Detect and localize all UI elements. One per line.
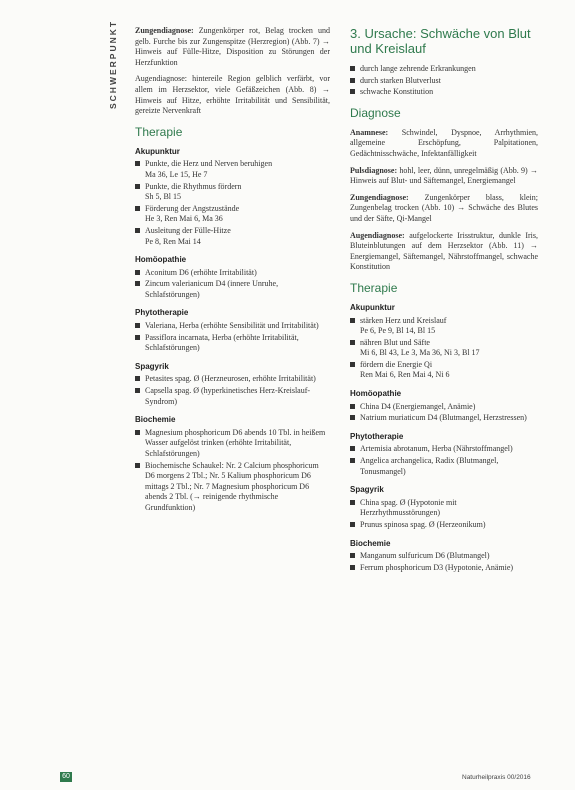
therapy-list <box>135 321 330 354</box>
list-item: China D4 (Energiemangel, Anämie) <box>350 402 538 413</box>
section-side-tab: SCHWERPUNKT <box>108 20 118 110</box>
therapy-subheading: Phytotherapie <box>135 308 189 318</box>
therapy-subheading: Biochemie <box>350 538 391 548</box>
therapy-list <box>350 316 538 382</box>
therapy-subheading: Homöopathie <box>135 255 187 265</box>
therapy-list <box>135 159 330 247</box>
therapy-subheading: Phytotherapie <box>350 431 404 441</box>
list-item: Angelica archangelica, Radix (Blutmangel, Tonusmangel) <box>350 456 538 477</box>
list-item: Passiflora incarnata, Herba (erhöhte Irritabilität, Schlafstörungen) <box>135 333 330 354</box>
therapy-subheading: Akupunktur <box>350 302 395 312</box>
therapy-subheading: Spagyrik <box>350 485 384 495</box>
list-item: fördern die Energie Qi Ren Mai 6, Ren Mai 4, Ni 6 <box>350 360 538 381</box>
therapy-list <box>350 498 538 531</box>
list-item: Förderung der Angstzustände He 3, Ren Mai 6, Ma 36 <box>135 204 330 225</box>
list-item: Biochemische Schaukel: Nr. 2 Calcium phosphoricum D6 morgens 2 Tbl.; Nr. 5 Kalium phosphoricum D6 mittags 2 Tbl.; Nr. 7 Magnesium phosphoricum D6 abends 2 Tbl. (→ reinigende rhythmische Grundfunktion) <box>135 461 330 514</box>
therapy-subheading: Akupunktur <box>135 146 180 156</box>
page-number: 60 <box>60 772 72 782</box>
section-heading: Diagnose <box>350 105 401 120</box>
therapy-subheading: Homöopathie <box>350 389 402 399</box>
section-heading: Therapie <box>135 124 183 139</box>
list-item: nähren Blut und Säfte Mi 6, Bl 43, Le 3, Ma 36, Ni 3, Bl 17 <box>350 338 538 359</box>
paragraph: Anamnese: Schwindel, Dyspnoe, Arrhythmien, allgemeine Erschöpfung, Palpitationen, Gedächtnisschwäche, Infektanfälligkeit <box>350 127 538 158</box>
therapy-subheading: Biochemie <box>135 415 176 425</box>
cause-list <box>350 64 538 98</box>
list-item: Petasites spag. Ø (Herzneurosen, erhöhte Irritabilität) <box>135 374 330 385</box>
list-item: stärken Herz und Kreislauf Pe 6, Pe 9, Bl 14, Bl 15 <box>350 316 538 337</box>
therapy-list <box>135 374 330 407</box>
section-heading: Therapie <box>350 280 398 295</box>
therapy-list <box>135 428 330 514</box>
list-item: Magnesium phosphoricum D6 abends 10 Tbl. in heißem Wasser aufgelöst trinken (erhöhte Irritabilität, Schlafstörungen) <box>135 428 330 460</box>
list-item: Punkte, die Herz und Nerven beruhigen Ma 36, Le 15, He 7 <box>135 159 330 180</box>
list-item: Ausleitung der Fülle-Hitze Pe 8, Ren Mai 14 <box>135 226 330 247</box>
list-item: durch lange zehrende Erkrankungen <box>350 64 538 75</box>
therapy-list <box>350 551 538 573</box>
list-item: Zincum valerianicum D4 (innere Unruhe, Schlafstörungen) <box>135 279 330 300</box>
therapy-subheading: Spagyrik <box>135 361 169 371</box>
page-title: 3. Ursache: Schwäche von Blut und Kreislauf <box>350 26 531 56</box>
paragraph: Zungendiagnose: Zungenkörper blass, klein; Zungenbelag trocken (Abb. 10) → Schwäche des Blutes und der Säfte, Qi-Mangel <box>350 192 538 223</box>
list-item: Valeriana, Herba (erhöhte Sensibilität und Irritabilität) <box>135 321 330 332</box>
right-column <box>350 26 538 577</box>
therapy-sections <box>350 303 538 573</box>
list-item: Aconitum D6 (erhöhte Irritabilität) <box>135 268 330 279</box>
magazine-name: Naturheilpraxis 00/2016 <box>462 774 531 781</box>
list-item: Capsella spag. Ø (hyperkinetisches Herz-Kreislauf-Syndrom) <box>135 386 330 407</box>
therapy-sections <box>135 147 330 514</box>
paragraph: Augendiagnose: aufgelockerte Irisstruktur, dunkle Iris, Bluteinblutungen auf dem Herzsektor (Abb. 11) → Energiemangel, Säftemangel, Nährstoffmangel, schwache Konstitution <box>350 230 538 272</box>
list-item: Ferrum phosphoricum D3 (Hypotonie, Anämie) <box>350 563 538 574</box>
list-item: Manganum sulfuricum D6 (Blutmangel) <box>350 551 538 562</box>
list-item: schwache Konstitution <box>350 87 538 98</box>
left-column <box>135 26 330 518</box>
paragraph: Zungendiagnose: Zungenkörper rot, Belag trocken und gelb. Furche bis zur Zungenspitze (Herzregion) (Abb. 7) → Hinweis auf Fülle-Hitze, Disposition zu Störungen der Herzfunktion <box>135 26 330 67</box>
list-item: durch starken Blutverlust <box>350 76 538 87</box>
therapy-list <box>135 268 330 301</box>
list-item: Punkte, die Rhythmus fördern Sh 5, Bl 15 <box>135 182 330 203</box>
paragraph: Augendiagnose: hintereile Region gelblich verfärbt, vor allem im Herzsektor, viele Gefäßzeichen (Abb. 8) → Hinweis auf Hitze, erhöhte Irritabilität und Sensibilität, gereizte Nervenkraft <box>135 74 330 116</box>
therapy-list <box>350 444 538 477</box>
list-item: Prunus spinosa spag. Ø (Herzeonikum) <box>350 520 538 531</box>
paragraph: Pulsdiagnose: hohl, leer, dünn, unregelmäßig (Abb. 9) → Hinweis auf Blut- und Säftemangel, Energiemangel <box>350 165 538 186</box>
therapy-list <box>350 402 538 424</box>
list-item: China spag. Ø (Hypotonie mit Herzrhythmusstörungen) <box>350 498 538 519</box>
list-item: Artemisia abrotanum, Herba (Nährstoffmangel) <box>350 444 538 455</box>
list-item: Natrium muriaticum D4 (Blutmangel, Herzstressen) <box>350 413 538 424</box>
